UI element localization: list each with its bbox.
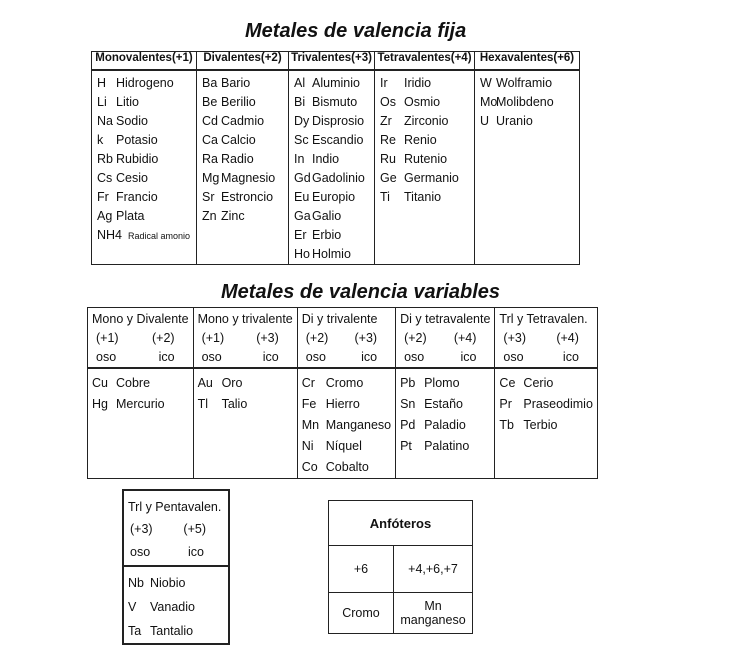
element-entry [302, 457, 391, 478]
element-entry [380, 74, 474, 93]
element-name: Cromo [325, 376, 364, 390]
suffix-1: oso [404, 350, 425, 364]
element-symbol: W [480, 76, 492, 90]
element-entry [128, 619, 224, 643]
penta-suf1: oso [130, 545, 151, 559]
element-entry [128, 571, 224, 595]
element-entry [380, 131, 474, 150]
element-symbol: Ta [128, 624, 142, 638]
element-entry [380, 93, 474, 112]
element-name: Litio [116, 95, 139, 109]
element-symbol: Ce [499, 376, 516, 390]
element-name: Aluminio [312, 76, 360, 90]
element-entry [400, 394, 490, 415]
valence-1: (+1) [96, 331, 119, 345]
variable-col-body [297, 368, 395, 479]
element-name: Potasio [116, 133, 158, 147]
penta-header-cell [123, 490, 229, 566]
element-name: Estroncio [221, 190, 274, 204]
element-entry [294, 93, 374, 112]
element-entry [294, 245, 374, 264]
element-entry [92, 373, 189, 394]
element-name: Cobre [116, 376, 151, 390]
element-name: Vanadio [150, 600, 195, 614]
element-entry [97, 74, 196, 93]
element-symbol: Au [197, 376, 213, 390]
penta-val1: (+3) [130, 522, 153, 536]
element-name: Sodio [116, 114, 148, 128]
penta-table [122, 489, 230, 645]
element-entry [202, 93, 288, 112]
element-entry [202, 74, 288, 93]
element-entry [302, 415, 391, 436]
element-entry [198, 373, 293, 394]
element-name: Rubidio [116, 152, 159, 166]
element-name: Cerio [523, 376, 554, 390]
element-symbol: Ru [380, 152, 396, 166]
variable-col-body [88, 368, 194, 479]
element-symbol: Ga [294, 209, 311, 223]
suffix-2: ico [262, 350, 279, 364]
element-symbol: In [294, 152, 305, 166]
element-symbol: Os [380, 95, 396, 109]
element-name: Hidrogeno [116, 76, 174, 90]
col-monovalentes [92, 70, 197, 265]
element-name: Calcio [221, 133, 256, 147]
element-entry [97, 169, 196, 188]
element-name: Magnesio [221, 171, 276, 185]
element-symbol: Ti [380, 190, 390, 204]
anfoteros-name2: Mn manganeso [394, 593, 473, 634]
element-name: Mercurio [116, 397, 165, 411]
valence-2: (+3) [354, 331, 378, 345]
element-symbol: Pr [499, 397, 512, 411]
element-name: Radical amonio [128, 231, 191, 241]
element-name: Plomo [424, 376, 460, 390]
element-name: Germanio [404, 171, 459, 185]
element-name: Iridio [404, 76, 432, 90]
variable-col-title: Mono y Divalente [92, 312, 189, 326]
element-name: Manganeso [325, 418, 392, 432]
element-symbol: Eu [294, 190, 310, 204]
col-trivalentes [289, 70, 375, 265]
anfoteros-title: Anfóteros [329, 501, 473, 546]
col-header-hexavalentes: Hexavalentes(+6) [475, 52, 580, 71]
element-symbol: Zr [380, 114, 392, 128]
element-entry [380, 112, 474, 131]
element-name: Indio [312, 152, 340, 166]
valence-1: (+2) [305, 331, 329, 345]
element-name: Erbio [312, 228, 342, 242]
variable-col-header [297, 308, 395, 369]
variable-col-title: Di y tetravalente [400, 312, 491, 326]
element-symbol: Nb [128, 576, 144, 590]
variable-valence-title: Metales de valencia variables [221, 281, 501, 303]
suffix-1: oso [305, 350, 326, 364]
element-entry [97, 131, 196, 150]
element-entry [400, 436, 490, 457]
element-entry [202, 131, 288, 150]
element-name: Molibdeno [496, 95, 554, 109]
suffix-1: oso [201, 350, 222, 364]
element-name: Zirconio [404, 114, 449, 128]
element-name: Cadmio [221, 114, 265, 128]
element-entry [97, 150, 196, 169]
element-name: Cesio [116, 171, 148, 185]
valence-1: (+3) [503, 331, 526, 345]
col-hexavalentes [475, 70, 580, 265]
element-symbol: Tl [197, 397, 208, 411]
valence-2: (+3) [256, 331, 279, 345]
element-entry [499, 415, 592, 436]
element-name: Estaño [424, 397, 464, 411]
element-entry [128, 595, 224, 619]
element-entry [202, 169, 288, 188]
element-entry [202, 150, 288, 169]
variable-col-title: Mono y trivalente [197, 312, 293, 326]
element-symbol: Ag [97, 209, 113, 223]
penta-val2: (+5) [183, 522, 206, 536]
element-name: Renio [404, 133, 437, 147]
element-symbol: U [480, 114, 490, 128]
element-symbol: Cs [97, 171, 113, 185]
fixed-valence-table [91, 51, 580, 265]
element-entry [302, 373, 391, 394]
element-symbol: NH4 [97, 228, 123, 242]
element-symbol: Er [294, 228, 307, 242]
element-symbol: Ho [294, 247, 310, 261]
element-symbol: Al [294, 76, 306, 90]
variable-col-header [495, 308, 597, 369]
element-name: Bario [221, 76, 251, 90]
element-symbol: Ni [301, 439, 314, 453]
element-name: Radio [221, 152, 254, 166]
element-name: Titanio [404, 190, 442, 204]
element-symbol: Ir [380, 76, 388, 90]
element-symbol: Na [97, 114, 113, 128]
element-name: Bismuto [312, 95, 358, 109]
element-name: Cobalto [325, 460, 369, 474]
element-symbol: Zn [202, 209, 217, 223]
element-entry [294, 207, 374, 226]
element-name: Gadolinio [312, 171, 365, 185]
suffix-2: ico [158, 350, 175, 364]
element-symbol: Re [380, 133, 396, 147]
penta-header: Trl y Pentavalen. [128, 500, 222, 514]
col-divalentes [197, 70, 289, 265]
anfoteros-val1: +6 [329, 546, 394, 593]
element-name: Osmio [404, 95, 441, 109]
element-name: Níquel [325, 439, 362, 453]
element-name: Zinc [221, 209, 245, 223]
element-symbol: Rb [97, 152, 113, 166]
element-symbol: H [97, 76, 107, 90]
element-name: Plata [116, 209, 145, 223]
element-symbol: Dy [294, 114, 310, 128]
element-entry [97, 226, 196, 245]
element-entry [294, 74, 374, 93]
anfoteros-table [328, 500, 473, 634]
element-entry [302, 436, 391, 457]
element-name: Oro [221, 376, 243, 390]
variable-col-body [495, 368, 597, 479]
variable-col-title: Trl y Tetravalen. [499, 312, 588, 326]
element-entry [294, 169, 374, 188]
element-name: Palatino [424, 439, 470, 453]
element-entry [480, 93, 579, 112]
element-symbol: Cu [92, 376, 108, 390]
fixed-valence-title: Metales de valencia fija [245, 20, 467, 42]
element-symbol: Pd [400, 418, 416, 432]
valence-2: (+2) [152, 331, 175, 345]
penta-suf2: ico [188, 545, 204, 559]
element-entry [294, 150, 374, 169]
valence-2: (+4) [453, 331, 477, 345]
element-entry [202, 112, 288, 131]
variable-col-body [396, 368, 495, 479]
col-tetravalentes [375, 70, 475, 265]
element-name: Rutenio [404, 152, 448, 166]
variable-col-title: Di y trivalente [301, 312, 378, 326]
element-symbol: Co [301, 460, 318, 474]
element-symbol: Mo [480, 95, 498, 109]
element-symbol: Sc [294, 133, 309, 147]
element-entry [499, 373, 592, 394]
element-entry [480, 74, 579, 93]
element-name: Niobio [150, 576, 186, 590]
element-entry [294, 226, 374, 245]
element-symbol: V [128, 600, 137, 614]
element-entry [198, 394, 293, 415]
element-name: Uranio [496, 114, 533, 128]
element-symbol: Sr [202, 190, 215, 204]
element-entry [302, 394, 391, 415]
suffix-1: oso [96, 350, 117, 364]
element-entry [202, 207, 288, 226]
anfoteros-val2: +4,+6,+7 [394, 546, 473, 593]
element-entry [97, 93, 196, 112]
element-name: Talio [221, 397, 248, 411]
element-entry [400, 373, 490, 394]
element-entry [97, 188, 196, 207]
anfoteros-name1: Cromo [329, 593, 394, 634]
element-symbol: Ra [202, 152, 218, 166]
element-name: Galio [312, 209, 342, 223]
col-header-divalentes: Divalentes(+2) [197, 52, 289, 71]
element-name: Praseodimio [523, 397, 593, 411]
suffix-1: oso [503, 350, 524, 364]
element-name: Disprosio [312, 114, 365, 128]
col-header-monovalentes: Monovalentes(+1) [92, 52, 197, 71]
element-symbol: Mg [202, 171, 220, 185]
element-entry [380, 169, 474, 188]
element-symbol: Gd [294, 171, 311, 185]
variable-col-header [88, 308, 194, 369]
element-entry [294, 131, 374, 150]
element-symbol: Fr [97, 190, 109, 204]
element-name: Berilio [221, 95, 256, 109]
element-symbol: Cd [202, 114, 218, 128]
element-entry [294, 188, 374, 207]
element-symbol: Ge [380, 171, 397, 185]
valence-1: (+1) [201, 331, 225, 345]
element-symbol: Sn [400, 397, 416, 411]
element-entry [97, 207, 196, 226]
element-entry [400, 415, 490, 436]
element-entry [97, 112, 196, 131]
element-symbol: Ba [202, 76, 218, 90]
element-symbol: k [97, 133, 104, 147]
element-name: Escandio [312, 133, 364, 147]
element-entry [480, 112, 579, 131]
element-symbol: Mn [301, 418, 320, 432]
valence-2: (+4) [556, 331, 579, 345]
element-entry [380, 150, 474, 169]
element-entry [380, 188, 474, 207]
element-symbol: Tb [499, 418, 515, 432]
suffix-2: ico [460, 350, 477, 364]
penta-body [123, 566, 229, 644]
valence-1: (+2) [404, 331, 427, 345]
variable-col-header [193, 308, 297, 369]
col-header-tetravalentes: Tetravalentes(+4) [375, 52, 475, 71]
variable-valence-table [87, 307, 598, 479]
element-name: Hierro [325, 397, 360, 411]
variable-col-header [396, 308, 495, 369]
element-symbol: Bi [294, 95, 306, 109]
suffix-2: ico [562, 350, 579, 364]
element-symbol: Pb [400, 376, 416, 390]
element-symbol: Ca [202, 133, 218, 147]
element-name: Europio [312, 190, 356, 204]
element-name: Wolframio [496, 76, 553, 90]
element-entry [202, 188, 288, 207]
element-symbol: Pt [400, 439, 412, 453]
element-entry [294, 112, 374, 131]
variable-col-body [193, 368, 297, 479]
element-entry [499, 394, 592, 415]
element-symbol: Be [202, 95, 218, 109]
element-name: Paladio [424, 418, 466, 432]
suffix-2: ico [361, 350, 378, 364]
element-symbol: Hg [92, 397, 108, 411]
element-entry [92, 394, 189, 415]
element-name: Holmio [312, 247, 351, 261]
element-name: Terbio [523, 418, 558, 432]
col-header-trivalentes: Trivalentes(+3) [289, 52, 375, 71]
element-name: Francio [116, 190, 158, 204]
element-name: Tantalio [150, 624, 194, 638]
element-symbol: Li [97, 95, 107, 109]
element-symbol: Fe [301, 397, 317, 411]
element-symbol: Cr [301, 376, 315, 390]
